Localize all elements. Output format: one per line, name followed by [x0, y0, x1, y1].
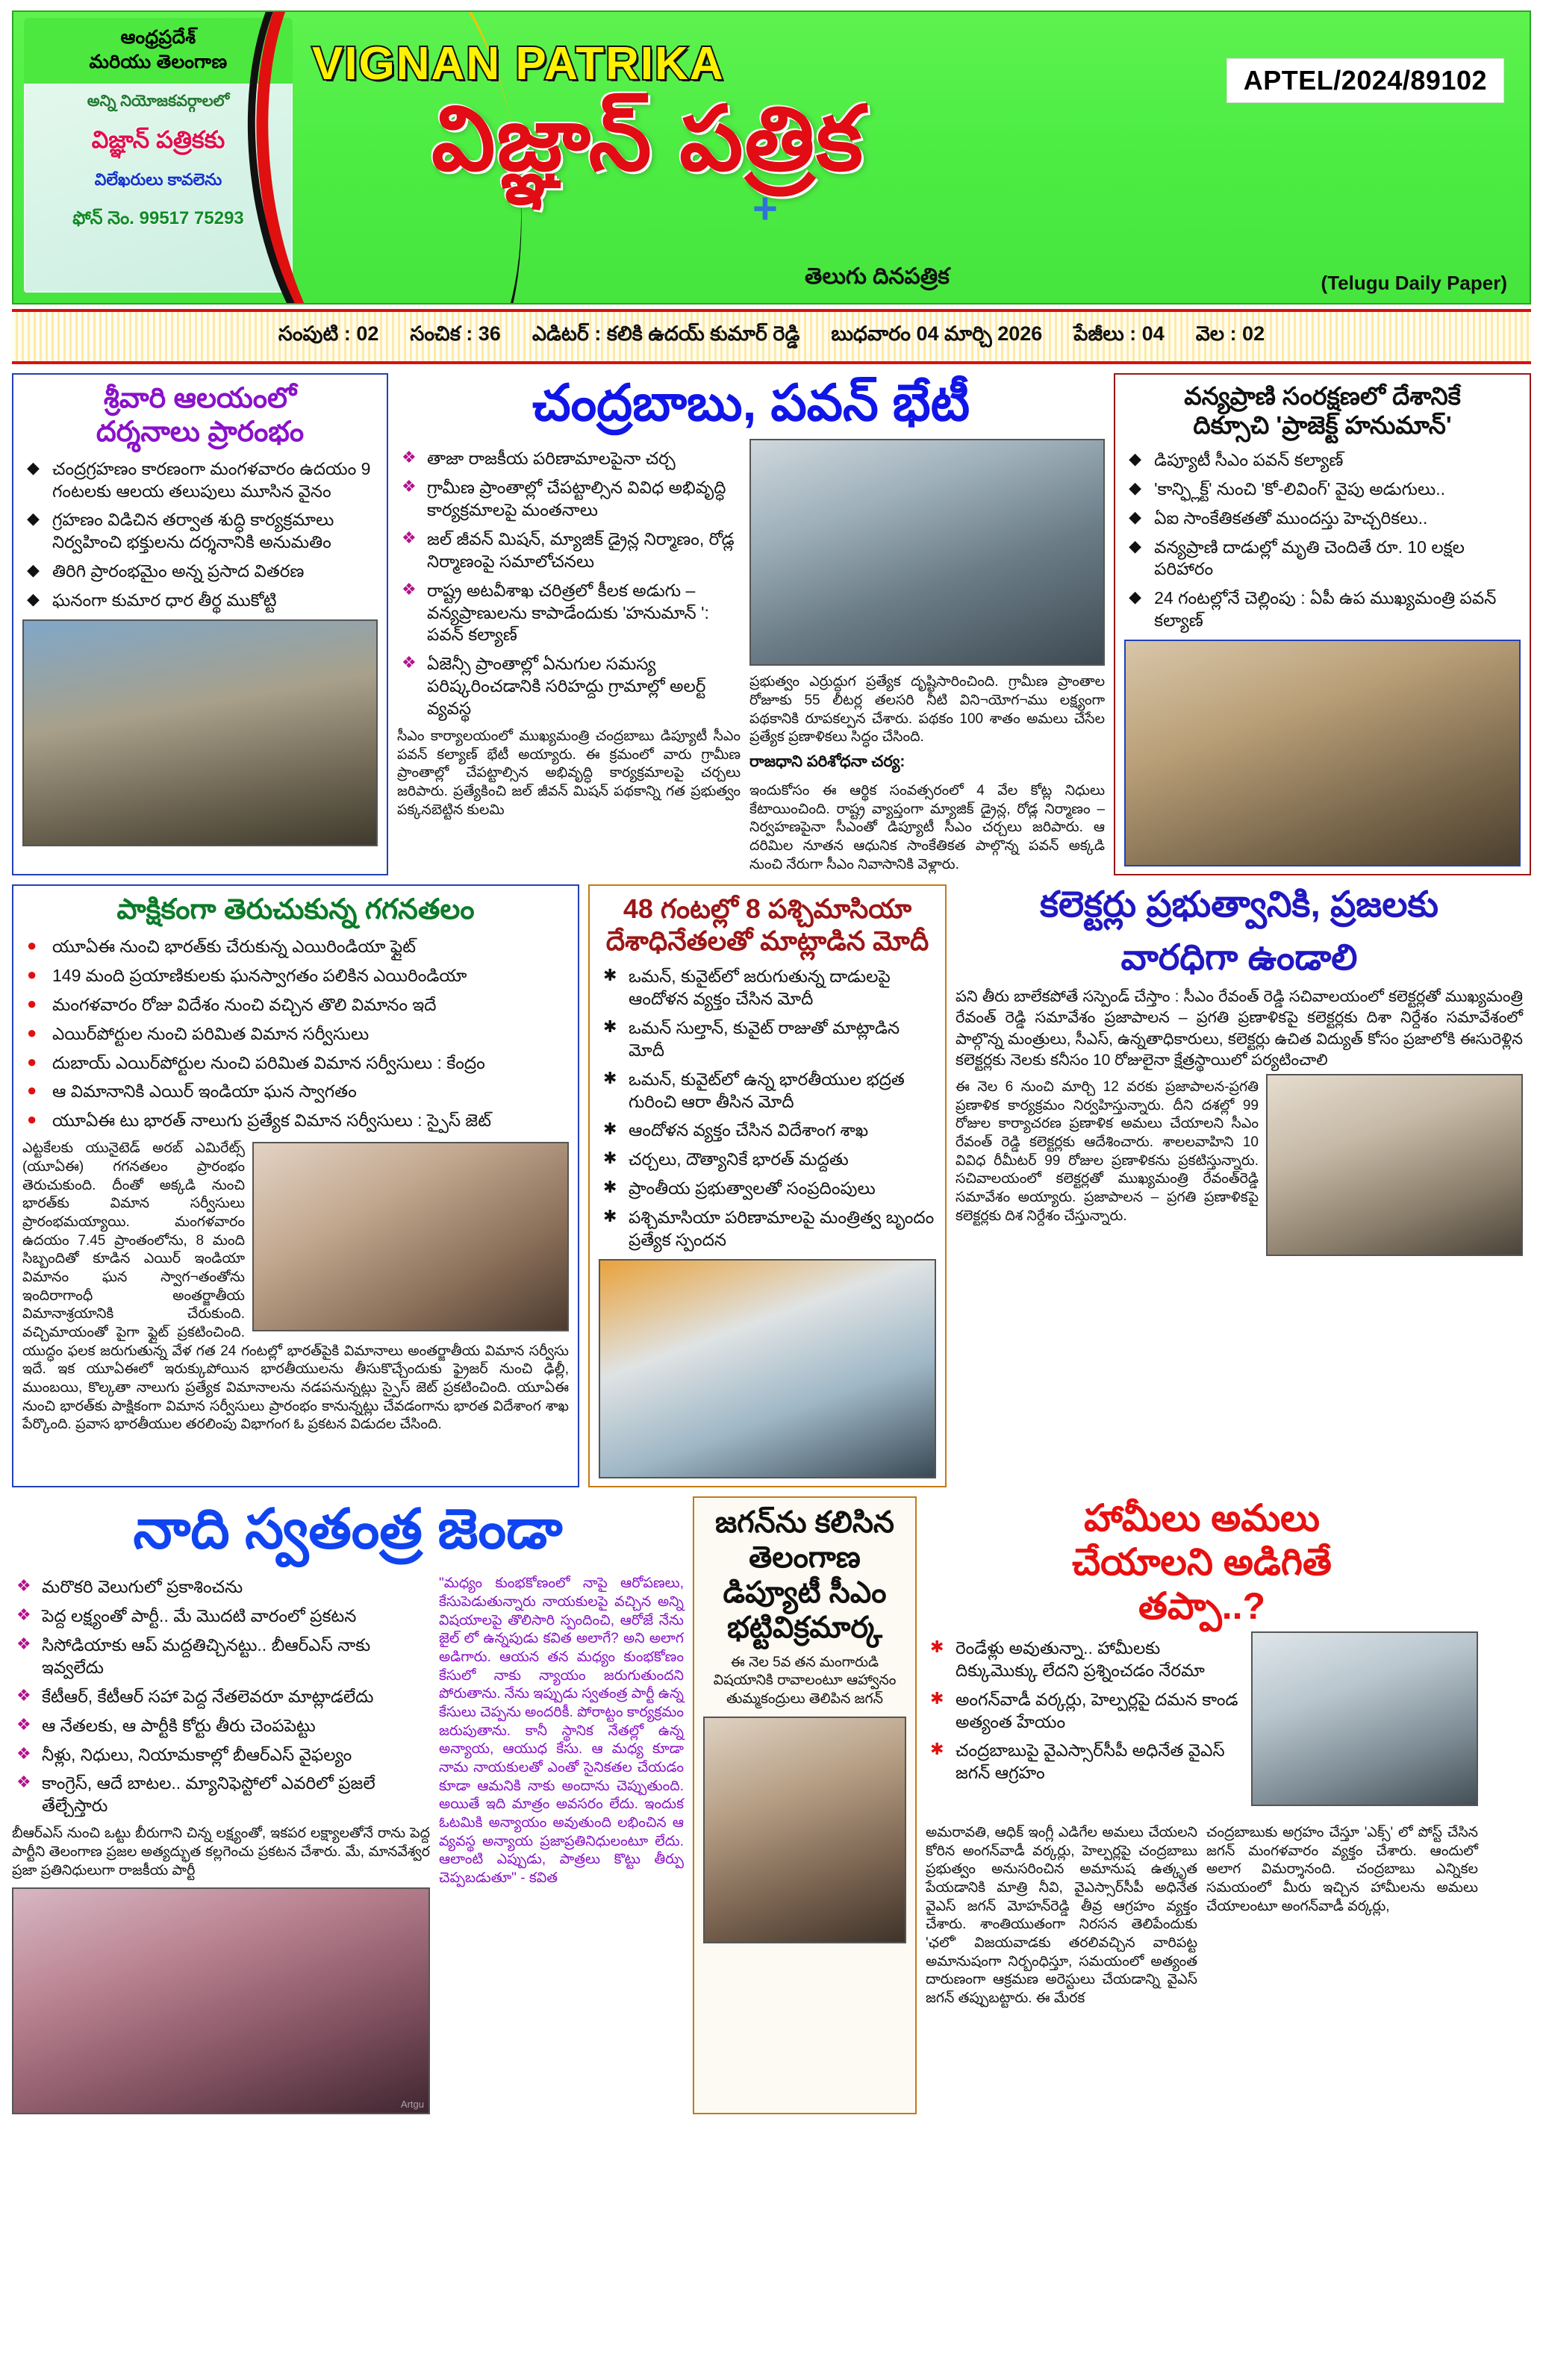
article-kavitha-bullets: [12, 1576, 430, 1817]
date-label: బుధవారం 04 మార్చి 2026: [831, 322, 1043, 345]
list-item: ◆ ఘనంగా కుమార ధార తీర్థ ముకోట్టి: [22, 590, 378, 612]
list-item: ✱ చంద్రబాబుపై వైఎస్సార్‌సీపీ అధినేత వైఎస్ జగన్ ఆగ్రహం: [926, 1740, 1478, 1784]
list-item: ✱ అంగన్‌వాడీ వర్కర్లు, హెల్పర్లపై దమన కాండ అత్యంత హేయం: [926, 1689, 1478, 1734]
list-item: ❖ జల్ జీవన్ మిషన్, మ్యాజిక్ డ్రైన్ల నిర్మాణం, రోడ్ల నిర్మాణంపై సమాలోచనలు: [397, 528, 741, 573]
article-kavitha-body: బీఆర్‌ఎస్ నుంచి ఒట్టు బీరుగాని చిన్న లక్ష్యంతో, ఇకపర లక్ష్యాలతోనే రాను పెద్ద పార్టీని తెలంగాణ ప్రజల అత్యద్భుత కల్లగెంచు ప్రకటన చేశారు. మే, మానవేశ్వర ప్రజా ప్రతినిధులుగా రాజకీయ పార్టీ: [12, 1825, 430, 1878]
article-jagan-body-right: చంద్రబాబుకు అగ్రహం చేస్తూ 'ఎక్స్' లో పోస్ట్ చేసిన జగన్ మంగళవారం వ్యక్తం చేశారు. ఆందులో అలాగ విమర్శానంది. చంద్రబాబు ఎన్నికల సమయంలో మీరు ఇచ్చిన హామీలను అమలు చేయాలంటూ అంగన్‌వాడీ వర్కర్లు,: [1206, 1824, 1478, 1914]
list-item: ✱ ఒమన్, కువైట్‌లో ఉన్న భారతీయుల భద్రత గురించి ఆరా తీసిన మోదీ: [599, 1069, 936, 1114]
list-item: ◆ తిరిగి ప్రారంభమైం అన్న ప్రసాద వితరణ: [22, 560, 378, 583]
list-item: ✱ పశ్చిమాసియా పరిణామాలపై మంత్రిత్వ బృందం ప్రత్యేక స్పందన: [599, 1207, 936, 1252]
article-chandrababu-subhead: రాజధాని పరిశోధనా చర్య:: [749, 752, 905, 770]
article-modi-bullets: [599, 966, 936, 1252]
article-srivari-headline-line2: దర్శనాలు ప్రారంభం: [96, 416, 305, 448]
article-chandrababu-body-2: ప్రభుత్వం ఎర్రుద్దుగ ప్రత్యేక దృష్టిసారించింది. గ్రామీణ ప్రాంతాల రోజూకు 55 లీటర్ల తలసరి నీటి విని¬యోగ¬ము లక్ష్యంగా పథకానికి రూపకల్పన చేశారు. పథకం 100 శాతం అమలు చేసేల ప్రత్యేక ప్రణాళికలు సిద్ధం చేసింది.: [749, 674, 1106, 746]
pages-label: పేజీలు : 04: [1073, 322, 1165, 345]
bhatti-jagan-photo: [703, 1717, 906, 1943]
masthead-reporters-wanted-text: విలేఖరులు కావలెను: [94, 170, 222, 189]
article-hanuman-bullets: [1124, 449, 1521, 632]
masthead-english-subtitle: (Telugu Daily Paper): [1321, 272, 1507, 294]
list-item: ❖ కాంగ్రెస్, ఆదే బాటల.. మ్యానిఫెస్టోలో ఎవరిలో ప్రజలే తేల్చేస్తారు: [12, 1772, 430, 1817]
masthead: [12, 10, 1531, 304]
list-item: ● 149 మంది ప్రయాణికులకు ఘనస్వాగతం పలికిన ఎయిరిండియా: [22, 965, 569, 987]
list-item: ❖ గ్రామీణ ప్రాంతాల్లో చేపట్టాల్సిన వివిధ అభివృద్ధి కార్యక్రమాలపై మంతనాలు: [397, 477, 741, 522]
chandrababu-pawan-meeting-photo: [749, 439, 1105, 666]
article-srivari-temple: [12, 373, 388, 875]
article-airspace-bullets: [22, 936, 569, 1132]
pawan-kalyan-stage-photo: [1124, 640, 1521, 866]
article-bhatti-headline-line2: తెలంగాణ: [749, 1541, 861, 1575]
article-kavitha-headline: నాది స్వతంత్ర జెండా: [133, 1497, 563, 1560]
article-jagan-headline-line1: హామీలు అమలు: [1084, 1496, 1320, 1539]
plus-icon: +: [752, 184, 778, 233]
list-item: ❖ కేటీఆర్, కేటీఆర్ సహా పెద్ద నేతలెవరూ మాట్లాడలేదు: [12, 1686, 430, 1708]
article-bhatti-caption: ఈ నెల 5వ తన మంగారుడి విషయానికి రావాలంటూ ఆహ్వానం తుమ్మకంద్రులు తెలిపిన జగన్: [713, 1654, 897, 1707]
article-chandrababu-body-1: సీఎం కార్యాలయంలో ముఖ్యమంత్రి చంద్రబాబు డిప్యూటీ సీఎం పవన్ కల్యాణ్ భేటీ అయ్యారు. ఈ క్రమంలో వారు గ్రామీణ ప్రాంతాల్లో చేపట్టాల్సిన అభివృద్ధి కార్యక్రమాలపై చర్చలు జరిపారు. ప్రత్యేకించి జల్ జీవన్ మిషన్ పథకాన్ని గత ప్రభుత్వం పక్కనబెట్టిన కులమి: [397, 728, 741, 818]
masthead-constituency-text: అన్ని నియోజకవర్గాలలో: [87, 93, 230, 110]
list-item: ● మంగళవారం రోజు విదేశం నుంచి వచ్చిన తొలి విమానం ఇదే: [22, 994, 569, 1016]
list-item: ✱ ఒమన్, కువైట్‌లో జరుగుతున్న దాడులపై ఆందోళన వ్యక్తం చేసిన మోదీ: [599, 966, 936, 1011]
article-chandrababu-pawan: [397, 373, 1105, 875]
list-item: ◆ గ్రహణం విడిచిన తర్వాత శుద్ధి కార్యక్రమాలు నిర్వహించి భక్తులను దర్శనానికి అనుమతిం: [22, 509, 378, 554]
content-row-2: [12, 884, 1531, 1487]
article-bhatti-headline-line4: భట్టివిక్రమార్క: [727, 1611, 882, 1645]
article-chandrababu-body-3: ఇందుకోసం ఈ ఆర్థిక సంవత్సరంలో 4 వేల కోట్ల నిధులు కేటాయించింది. రాష్ట్ర వ్యాప్తంగా మ్యాజిక్ డ్రైన్ల, రోడ్ల నిర్మాణం – నిర్వహణపైనా సీఎంతో డిప్యూటీ సీఎం చర్చలు జరిపారు. ఆ దరిమిల నూతన ఆధునిక సాంకేతికత పాల్గొన్న పవన్ అక్కడి నుంచి నేరుగా సీఎం నివాసానికి వెళ్లారు.: [749, 782, 1106, 872]
list-item: ❖ నీళ్లు, నిధులు, నియామకాల్లో బీఆర్‌ఎస్ వైఫల్యం: [12, 1744, 430, 1767]
list-item: ❖ ఆ నేతలకు, ఆ పార్టీకి కోర్టు తీరు చెంపపెట్టు: [12, 1715, 430, 1737]
list-item: ◆ 'కాన్ఫ్లిక్ట్' నుంచి 'కో-లివింగ్' వైపు అడుగులు..: [1124, 478, 1521, 501]
list-item: ◆ ఏఐ సాంకేతికతతో ముందస్తు హెచ్చరికలు..: [1124, 507, 1521, 530]
list-item: ● దుబాయ్ ఎయిర్‌పోర్టుల నుంచి పరిమిత విమాన సర్వీసులు : కేంద్రం: [22, 1052, 569, 1075]
list-item: ✱ ఆందోళన వ్యక్తం చేసిన విదేశాంగ శాఖ: [599, 1119, 936, 1142]
article-kavitha-quote: "మధ్యం కుంభకోణంలో నాపై ఆరోపణలు, కేసుపెడుతున్నారు నాయకులపై వచ్చిన అన్ని విషయాలపై తొలిసారి స్పందించి, ఆరోజే నేను జైల్ లో ఉన్నపుడు కవిత అలాగే? అని అలాగ అడిగారు. ఆయన తన మధ్యం కుంభకోణం కేసులో నాకు న్యాయం జరుగుతుందని పోరుతాను. నేను ఇప్పుడు స్వతంత్ర పార్టీ ఉన్న కేసులు చెప్పను అందరికీ. పోరాట్టం కార్యక్రమం జరుపుతాను. కానీ స్థానిక నేతల్లో ఉన్న అన్యాయ, ఆయుధ కేసు. ఆ మధ్య కూడా నామ నాయకులతో ఎంతో సైనికతల చేయడం కూడా ఆమనికి నాకు అందాను చెప్పుతుంది. అయితే ఇది మాత్రం అవసరం లేదు. ఇందుక ఓటమికి అన్యాయం అవుతుంది లభించిన ఆ వ్యవస్థ అన్యాయ ప్రజాప్రతినిధులంటూ లేదు. ఆలాంటి ఎప్పుడు, పాత్రలు కొట్టు తీర్పు చెప్పబడుతూ" - కవిత: [439, 1575, 684, 1887]
editor-label: ఎడిటర్ : కలికి ఉదయ్ కుమార్ రెడ్డి: [532, 322, 800, 345]
list-item: ● ఆ విమానానికి ఎయిర్ ఇండియా ఘన స్వాగతం: [22, 1081, 569, 1103]
volume-label: సంపుటి : 02: [278, 322, 379, 345]
list-item: ● ఎయిర్‌పోర్టుల నుంచి పరిమిత విమాన సర్వీసులు: [22, 1023, 569, 1046]
article-hanuman-headline-line2: దిక్సూచి 'ప్రాజెక్ట్ హనుమాన్': [1193, 410, 1452, 439]
masthead-paper-name-text: విజ్ఞాన్ పత్రికకు: [91, 126, 225, 153]
registration-number-badge: APTEL/2024/89102: [1226, 58, 1504, 103]
article-jagan-headline-line3: తప్పా..?: [1138, 1584, 1266, 1627]
masthead-phone-text: ఫోన్ నెం. 99517 75293: [72, 208, 244, 228]
article-jagan-promises: [926, 1496, 1478, 2114]
list-item: ✱ రెండేళ్లు అవుతున్నా.. హామీలకు దిక్కుమొక్కు లేదని ప్రశ్నించడం నేరమా: [926, 1637, 1478, 1682]
article-bhatti-jagan: [693, 1496, 917, 2114]
list-item: ● యూఏఈ టు భారత్ నాలుగు ప్రత్యేక విమాన సర్వీసులు : స్పైస్ జెట్: [22, 1110, 569, 1132]
article-jagan-body-left: అమరావతి, ఆధిక్ ఇంగ్లీ ఎడిగేల అమలు చేయలని కోరిన అంగన్‌వాడీ వర్కర్లు, హెల్పర్లపై చంద్రబాబు ప్రభుత్వం అనుసరించిన అమానుష ఉత్కృత పేయడానికి మాత్రి నీవి, వైఎస్సార్‌సీపీ అధినేత వైఎస్ జగన్ మోహన్‌రెడ్డి తీవ్ర ఆగ్రహం వ్యక్తం చేశారు. శాంతియుతంగా నిరసన తెలిపేందుకు 'ఛలో' విజయవాడకు తరలివచ్చిన వారిపట్ట అమానుషంగా నిర్బంధిస్తూ, సమయంలో అత్యంత దారుణంగా ఆక్రమణ అరెస్టులు చేయడాన్ని వైఎస్ జగన్ తప్పుబట్టారు. ఈ మేరక: [926, 1824, 1197, 2007]
masthead-region-line1: ఆంధ్రప్రదేశ్: [120, 27, 196, 48]
list-item: ◆ 24 గంటల్లోనే చెల్లింపు : ఏపీ ఉప ముఖ్యమంత్రి పవన్ కల్యాణ్: [1124, 587, 1521, 632]
article-srivari-headline-line1: శ్రీవారి ఆలయంలో: [103, 383, 297, 414]
list-item: ❖ తాజా రాజకీయ పరిణామాలపైనా చర్చ: [397, 448, 741, 470]
article-modi-headline-line1: 48 గంటల్లో 8 పశ్చిమాసియా: [623, 893, 912, 925]
content-row-3: [12, 1496, 1531, 2114]
masthead-english-title: VIGNAN PATRIKA: [312, 38, 725, 90]
list-item: ◆ డిప్యూటీ సీఎం పవన్ కల్యాణ్: [1124, 449, 1521, 472]
list-item: ● యూఏఈ నుంచి భారత్‌కు చేరుకున్న ఎయిరిండియా ఫ్లైట్: [22, 936, 569, 958]
edition-info-bar: [12, 309, 1531, 364]
article-collectors-headline-line1: కలెక్టర్లు ప్రభుత్వానికి, ప్రజలకు: [1039, 885, 1439, 925]
photo-watermark: Artgu: [400, 2099, 424, 2111]
article-airspace: [12, 884, 579, 1487]
list-item: ❖ పెద్ద లక్ష్యంతో పార్టీ.. మే మొదటి వారంలో ప్రకటన: [12, 1605, 430, 1628]
list-item: ◆ వన్యప్రాణి దాడుల్లో మృతి చెందితే రూ. 10 లక్షల పరిహారం: [1124, 537, 1521, 581]
article-jagan-bullets: [926, 1637, 1478, 1784]
masthead-telugu-subtitle: తెలుగు దినపత్రిక: [805, 264, 950, 289]
list-item: ◆ చంద్రగ్రహణం కారణంగా మంగళవారం ఉదయం 9 గంటలకు ఆలయ తలుపులు మూసిన వైనం: [22, 458, 378, 503]
list-item: ✱ చర్చలు, దౌత్యానికే భారత్ మద్దతు: [599, 1149, 936, 1171]
srivari-temple-photo: [22, 619, 378, 846]
list-item: ❖ ఏజెన్సీ ప్రాంతాల్లో ఏనుగుల సమస్య పరిష్కరించడానికి సరిహద్దు గ్రామాల్లో అలర్ట్ వ్యవస్థ: [397, 653, 741, 720]
article-kavitha-flag: [12, 1496, 684, 2114]
article-modi-headline-line2: దేశాధినేతలతో మాట్లాడిన మోదీ: [605, 925, 929, 956]
article-airspace-headline: పాక్షికంగా తెరుచుకున్న గగనతలం: [116, 894, 475, 926]
article-chandrababu-bullets: [397, 448, 741, 720]
article-project-hanuman: [1114, 373, 1531, 875]
article-jagan-headline-line2: చేయాలని అడిగితే: [1072, 1540, 1332, 1583]
list-item: ✱ ప్రాంతీయ ప్రభుత్వాలతో సంప్రదింపులు: [599, 1178, 936, 1200]
masthead-region-line2: మరియు తెలంగాణ: [89, 51, 228, 72]
masthead-telugu-title: విజ్ఞాన్ పత్రిక: [431, 89, 864, 189]
list-item: ✱ ఒమన్ సుల్తాన్, కువైట్ రాజుతో మాట్లాడిన మోదీ: [599, 1017, 936, 1062]
article-hanuman-headline-line1: వన్యప్రాణి సంరక్షణలో దేశానికే: [1184, 382, 1461, 410]
list-item: ❖ సిసోడియాకు ఆప్ మద్దతిచ్చినట్టు.. బీఆర్‌ఎస్ నాకు ఇవ్వలేదు: [12, 1634, 430, 1679]
article-srivari-bullets: [22, 458, 378, 612]
passengers-group-photo: [252, 1142, 569, 1331]
article-airspace-body: ఎట్టకేలకు యునైటెడ్ అరబ్ ఎమిరేట్స్ (యూఏఈ) గగనతలం ప్రారంభం తెరుచుకుంది. దీంతో అక్కడి నుంచి భారత్‌కు విమాన సర్వీసులు ప్రారంభమయ్యాయి. మంగళవారం ఉదయం 7.45 ప్రాంతంలోను, 8 మంది సిబ్బందితో కూడిన ఎయిర్ ఇండియా విమానం ఘన స్వాగ¬తంతోను ఇందిరాగాంధీ అంతర్జాతీయ విమానాశ్రయానికి చేరుకుంది. వచ్చిమాయంతో పైగా ఫ్లైట్ ప్రకటించింది. యుద్ధం ఫలక జరుగుతున్న వేళ గత 24 గంటల్లో భారత్‌పైకి విమానాలు అంతర్జాతీయ విమాన సర్వీసు ఇదే. ఇక యూఏఈలో ఇరుక్కుపోయిన భారతీయులను తీసుకొచ్చేందుకు ఫ్రైజర్ నుంచి ఢిల్లీ, ముంబయి, కొల్కతా నాలుగు ప్రత్యేక విమానాలను నడపనున్నట్లు స్పైస్ జెట్ ప్రకటించింది. యూఏఈ నుంచి భారత్‌కు పాక్షికంగా విమాన సర్వీసులు ప్రారంభం కానున్నట్లు చేవడంగాను భారత విదేశాంగ శాఖ పేర్కొంది. ప్రవాస భారతీయుల తరలింపు విభాగంగ ఓ ప్రకటన విడుదల చేసింది.: [22, 1140, 569, 1433]
issue-label: సంచిక : 36: [410, 322, 501, 345]
content-row-1: [12, 373, 1531, 875]
article-collectors: [956, 884, 1523, 1487]
modi-photo: [599, 1259, 936, 1478]
kavitha-photo: [12, 1887, 430, 2114]
list-item: ❖ రాష్ట్ర అటవీశాఖ చరిత్రలో కీలక అడుగు – వన్యప్రాణులను కాపాడేందుకు 'హనుమాన్ ': పవన్ కల్యాణ్: [397, 580, 741, 647]
article-chandrababu-headline: చంద్రబాబు, పవన్ భేటీ: [532, 375, 970, 431]
article-modi-calls: [588, 884, 947, 1487]
price-label: వెల : 02: [1195, 322, 1265, 345]
article-bhatti-headline-line3: డిప్యూటీ సీఎం: [723, 1576, 887, 1610]
article-collectors-body: ఈ నెల 6 నుంచి మార్చి 12 వరకు ప్రజాపాలన-ప్రగతి ప్రణాళిక కార్యక్రమం నిర్వహిస్తున్నారు. దీని దశల్లో 99 రోజుల కార్యాచరణ ప్రణాళిక అమలు చేయాలని సీఎం రేవంత్ రెడ్డి కలెక్టర్లకు ఆదేశించారు. శాలలవాహిని 10 వివిధ రీమీటర్ 99 రోజుల ప్రణాళికను ప్రకటిస్తున్నారు. సచివాలయంలో కలెక్టర్లతో ముఖ్యమంత్రి రేవంత్‌రెడ్డి సమావేశం అయ్యారు. ప్రజాపాలన – ప్రగతి ప్రణాళికపై కలెక్టర్లకు దిశ నిర్దేశం చేస్తున్నారు.: [956, 1078, 1259, 1224]
article-collectors-lead: పని తీరు బాలేకపోతే సస్పెండ్ చేస్తాం : సీఎం రేవంత్ రెడ్డి సచివాలయంలో కలెక్టర్లతో ముఖ్యమంత్రి రేవంత్ రెడ్డి సమావేశం ప్రజాపాలన – ప్రగతి ప్రణాళికపై కలెక్టర్లకు దిశా నిర్దేశం సమావేశంలో పాల్గొన్న మంత్రులు, సీఎస్, ఉన్నతాధికారులు, కలెక్టర్లు ఉచిత విద్యుత్ కోసం ప్రజాలోకి ఈసురెళ్లిన కలెక్టర్లకు నెలకు కనీసం 10 రోజులైనా క్షేత్రస్థాయిలో పర్యటించాలి: [956, 988, 1523, 1069]
article-collectors-headline-line2: వారధిగా ఉండాలి: [1120, 937, 1358, 978]
list-item: ❖ మరొకరి వెలుగులో ప్రకాశించను: [12, 1576, 430, 1599]
article-bhatti-headline-line1: జగన్‌ను కలిసిన: [714, 1505, 895, 1539]
revanth-reddy-photo: [1266, 1074, 1523, 1256]
